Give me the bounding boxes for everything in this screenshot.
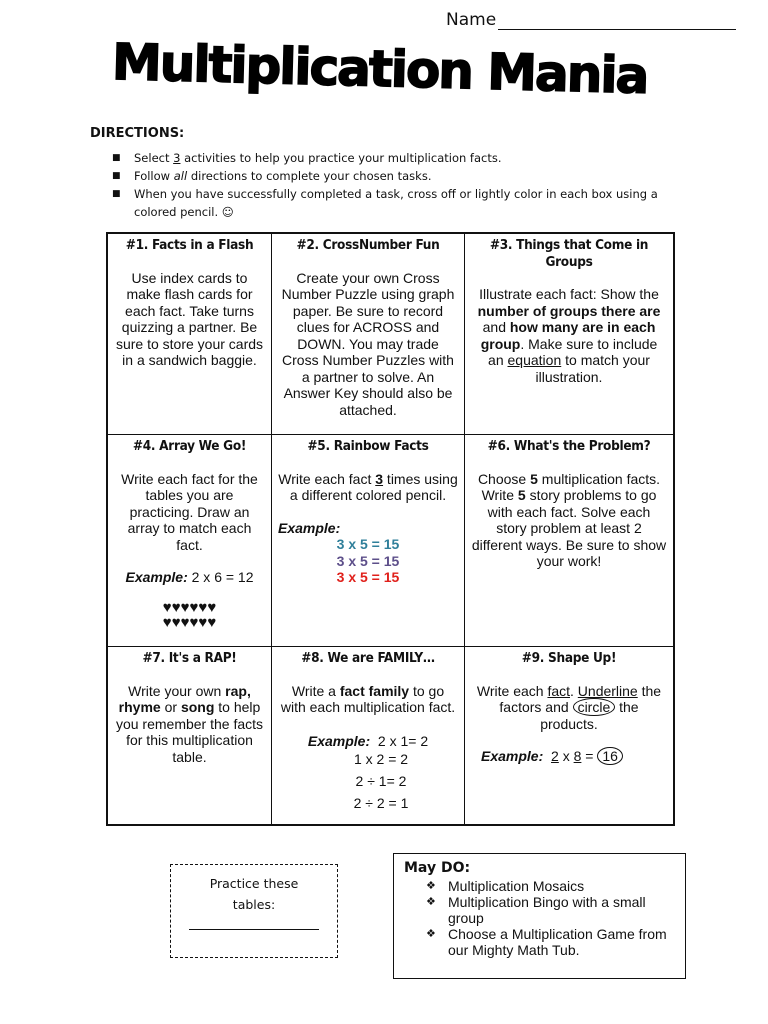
activity-title: #1. Facts in a Flash bbox=[125, 237, 254, 253]
activity-title: #4. Array We Go! bbox=[132, 438, 247, 454]
name-label: Name bbox=[446, 10, 497, 30]
activity-title: #5. Rainbow Facts bbox=[307, 438, 429, 454]
activity-cell-2[interactable] bbox=[272, 234, 465, 435]
activity-title: #3. Things that Come in Groups bbox=[489, 237, 649, 270]
rainbow-fact-3: 3 x 5 = 15 bbox=[336, 569, 400, 585]
may-do-box bbox=[393, 853, 686, 979]
square-bullet-icon: ■ bbox=[112, 189, 121, 199]
activity-cell-7[interactable] bbox=[108, 647, 272, 824]
direction-item: ■ When you have successfully completed a task, cross off or lightly color in each box using a colored pencil. ☺ bbox=[112, 187, 658, 219]
fact-family-example: Example: 2 x 1= 2 1 x 2 = 2 2 ÷ 1= 2 2 ÷ 2 = 1 bbox=[307, 732, 429, 811]
activity-body: Illustrate each fact: Show the number of groups there are and how many are in each group. Make sure to include an equation to match your illustration. bbox=[477, 286, 661, 385]
activity-body: Choose 5 multiplication facts. Write 5 story problems to go with each fact. Solve each story problem at least 2 different ways. Be sure to show your work! bbox=[471, 470, 667, 569]
may-do-item: ❖ Choose a Multiplication Game from our Mighty Math Tub. bbox=[426, 926, 667, 958]
activity-cell-8[interactable] bbox=[272, 647, 465, 824]
directions-list bbox=[90, 149, 690, 221]
activity-cell-1[interactable] bbox=[108, 234, 272, 435]
square-bullet-icon: ■ bbox=[112, 171, 121, 181]
activity-body: Write each fact. Underline the factors and circle the products. bbox=[476, 682, 662, 732]
activity-body: Create your own Cross Number Puzzle using graph paper. Be sure to record clues for ACROSS and DOWN. You may trade Cross Number Puzzles with a partner to solve. An Answer Key should also be attached. bbox=[281, 269, 455, 418]
activity-grid bbox=[106, 232, 675, 826]
direction-item: ■ Select 3 activities to help you practice your multiplication facts. bbox=[112, 151, 502, 165]
practice-tables-box[interactable] bbox=[170, 864, 338, 958]
practice-label: Practice these tables: bbox=[209, 876, 299, 912]
name-underline[interactable] bbox=[498, 12, 736, 30]
page-title: Multiplication Mania bbox=[111, 33, 649, 105]
shape-up-example: Example: 2 x 8 = 16 bbox=[471, 748, 667, 765]
activity-cell-9[interactable] bbox=[465, 647, 673, 824]
activity-title: #9. Shape Up! bbox=[521, 650, 617, 666]
rainbow-fact-1: 3 x 5 = 15 bbox=[336, 536, 400, 552]
example-line: Example: 2 x 6 = 12 bbox=[125, 569, 254, 585]
activity-cell-3[interactable] bbox=[465, 234, 673, 435]
may-do-list bbox=[404, 878, 675, 958]
practice-answer-line[interactable] bbox=[189, 929, 319, 930]
name-field[interactable] bbox=[446, 10, 736, 30]
directions-section bbox=[90, 126, 690, 221]
activity-title: #2. CrossNumber Fun bbox=[296, 237, 440, 253]
diamond-bullet-icon: ❖ bbox=[426, 896, 436, 908]
activity-title: #8. We are FAMILY… bbox=[301, 650, 435, 666]
activity-title: #6. What's the Problem? bbox=[487, 438, 651, 454]
square-bullet-icon: ■ bbox=[112, 153, 121, 163]
may-do-item: ❖ Multiplication Mosaics bbox=[426, 878, 585, 894]
diamond-bullet-icon: ❖ bbox=[426, 928, 436, 940]
direction-item: ■ Follow all directions to complete your chosen tasks. bbox=[112, 169, 432, 183]
directions-heading: DIRECTIONS: bbox=[90, 126, 185, 141]
activity-body: Write each fact for the tables you are practicing. Draw an array to match each fact. bbox=[121, 470, 258, 553]
activity-body: Write your own rap, rhyme or song to help you remember the facts for this multiplication table. bbox=[115, 682, 264, 765]
may-do-heading: May DO: bbox=[404, 860, 471, 876]
diamond-bullet-icon: ❖ bbox=[426, 880, 436, 892]
may-do-item: ❖ Multiplication Bingo with a small group bbox=[426, 894, 646, 926]
activity-body: Use index cards to make flash cards for each fact. Take turns quizzing a partner. Be sure to store your cards in a sandwich baggie. bbox=[115, 269, 264, 368]
heart-array-icon: ♥♥♥♥♥♥ ♥♥♥♥♥♥ bbox=[162, 598, 217, 631]
activity-cell-5[interactable] bbox=[272, 435, 465, 647]
rainbow-fact-2: 3 x 5 = 15 bbox=[336, 552, 400, 569]
activity-cell-4[interactable] bbox=[108, 435, 272, 647]
activity-title: #7. It's a RAP! bbox=[142, 650, 237, 666]
activity-body: Write each fact 3 times using a different colored pencil. bbox=[278, 470, 458, 503]
activity-cell-6[interactable] bbox=[465, 435, 673, 647]
example-label: Example: bbox=[278, 519, 341, 536]
activity-body: Write a fact family to go with each multiplication fact. bbox=[280, 682, 456, 715]
